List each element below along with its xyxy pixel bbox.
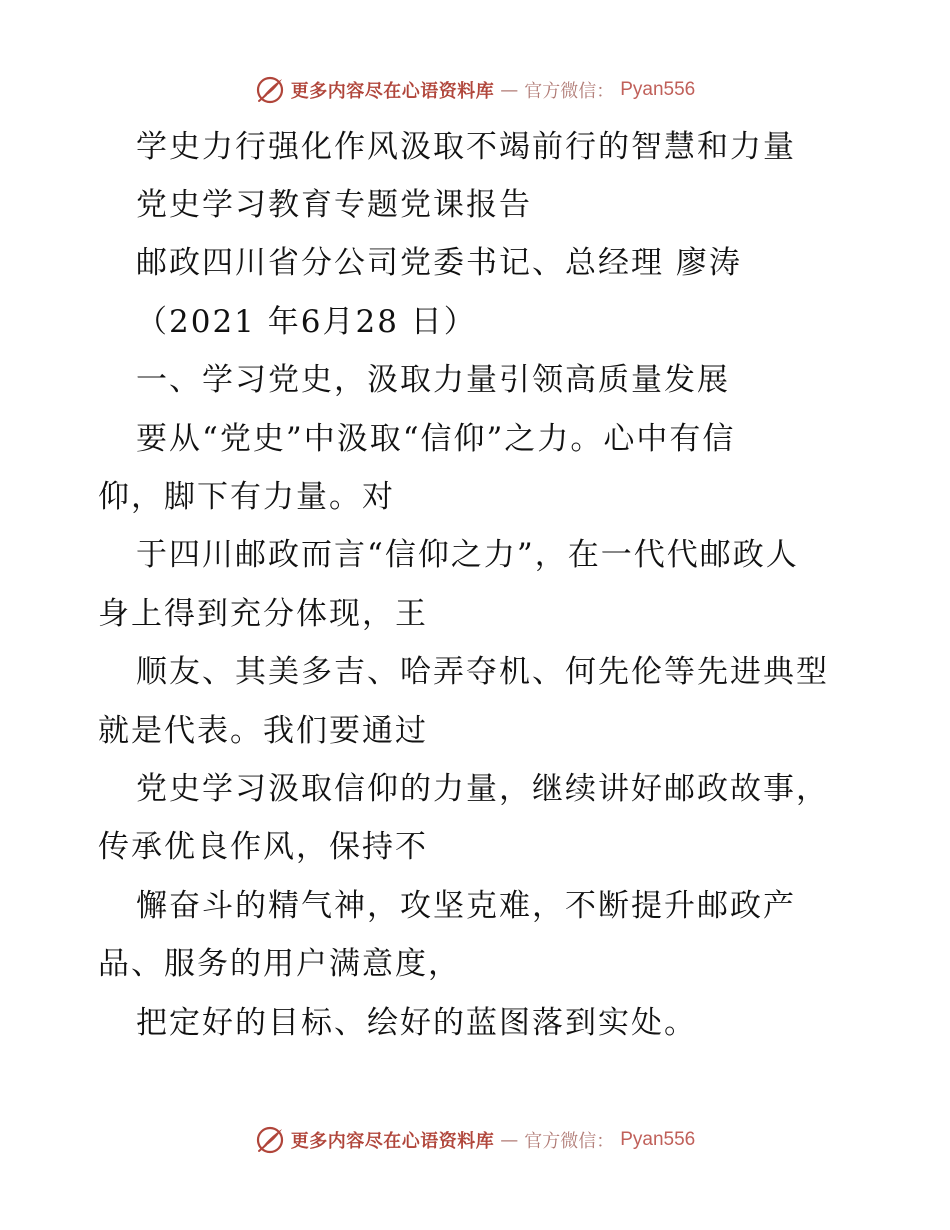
footer-watermark [0,1120,950,1160]
watermark-wechat-id: Pyan556 [620,1129,696,1150]
watermark-site-text: 更多内容尽在心语资料库 [290,1131,495,1152]
paragraph-line: 品、服务的用户满意度， [98,946,461,982]
paragraph-line: 传承优良作风，保持不 [98,829,428,865]
paragraph-line: 仰，脚下有力量。对 [98,479,395,515]
section-heading: 一、学习党史，汲取力量引领高质量发展 [136,362,730,398]
paragraph-line: 就是代表。我们要通过 [98,713,428,749]
watermark-dash: — [500,1129,519,1151]
paragraph-line: 党史学习汲取信仰的力量，继续讲好邮政故事， [136,771,829,807]
watermark-wechat-label: 官方微信： [524,1131,615,1152]
document-title: 学史力行强化作风汲取不竭前行的智慧和力量 [136,129,796,165]
watermark-wechat-id: Pyan556 [620,79,696,100]
feather-circle-logo-icon [255,75,285,105]
feather-circle-logo-icon [255,1125,285,1155]
paragraph-line: 要从“党史”中汲取“信仰”之力。心中有信 [136,421,736,457]
watermark-wechat-label: 官方微信： [524,81,615,102]
watermark-dash: — [500,79,519,101]
paragraph-line: 于四川邮政而言“信仰之力”，在一代代邮政人 [136,537,799,573]
paragraph-line: 懈奋斗的精气神，攻坚克难，不断提升邮政产 [136,888,796,924]
watermark-site-text: 更多内容尽在心语资料库 [290,81,495,102]
paragraph-line: 身上得到充分体现，王 [98,596,428,632]
paragraph-line: 顺友、其美多吉、哈弄夺机、何先伦等先进典型 [136,654,829,690]
paragraph-line: 把定好的目标、绘好的蓝图落到实处。 [136,1005,697,1041]
document-author: 邮政四川省分公司党委书记、总经理 廖涛 [136,245,742,281]
header-watermark [0,70,950,110]
document-date: （2021 年6月28 日） [136,304,477,340]
document-subtitle: 党史学习教育专题党课报告 [136,187,532,223]
